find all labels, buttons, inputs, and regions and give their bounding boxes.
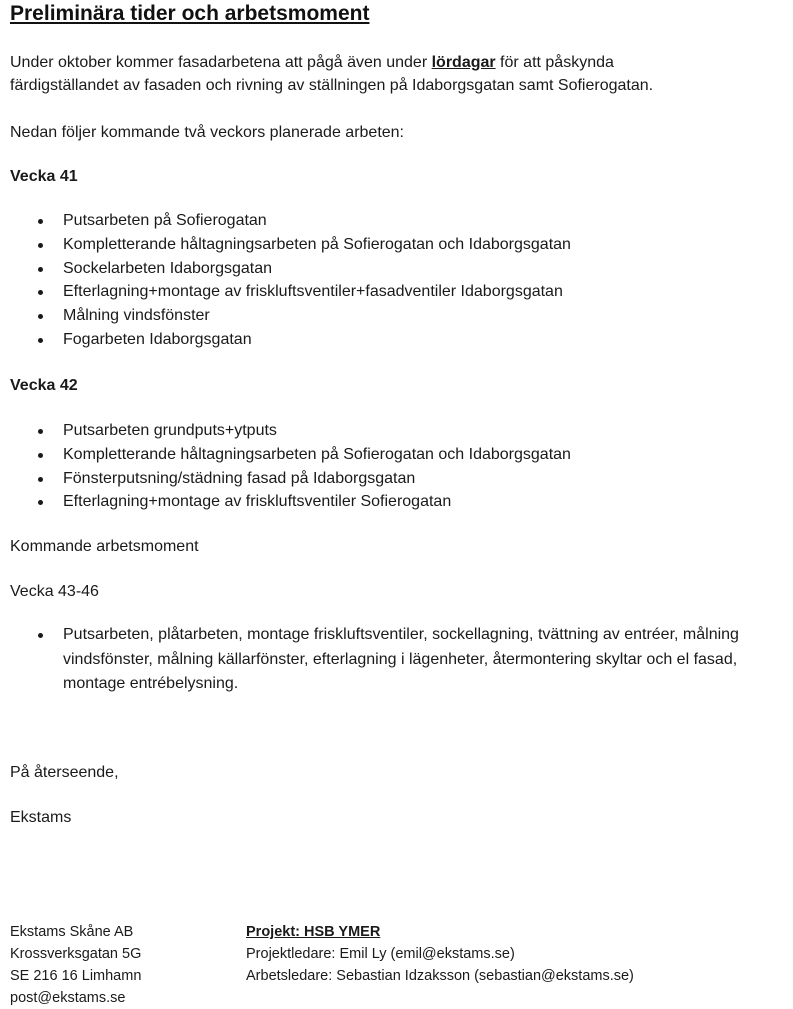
intro-emphasis-saturdays: lördagar xyxy=(431,54,496,71)
week-41-list xyxy=(10,209,571,352)
intro-paragraph xyxy=(10,51,653,97)
project-manager: Projektledare: Emil Ly (emil@ekstams.se) xyxy=(246,946,515,962)
closing-signature: Ekstams xyxy=(10,809,72,826)
intro-text-end: för att påskynda xyxy=(495,54,614,71)
company-address-block xyxy=(10,921,141,1009)
company-city: SE 216 16 Limhamn xyxy=(10,968,142,984)
project-info-block xyxy=(246,921,634,987)
list-item: Putsarbeten grundputs+ytputs xyxy=(10,419,571,443)
week-41-heading: Vecka 41 xyxy=(10,168,78,185)
upcoming-heading: Kommande arbetsmoment xyxy=(10,538,199,555)
site-supervisor: Arbetsledare: Sebastian Idzaksson (sebastian@ekstams.se) xyxy=(246,968,634,984)
company-street: Krossverksgatan 5G xyxy=(10,946,142,962)
list-item: Fönsterputsning/städning fasad på Idaborgsgatan xyxy=(10,467,571,491)
list-item: Putsarbeten, plåtarbeten, montage friskluftsventiler, sockellagning, tvättning av entréer, målning vindsfönster, målning källarfönster, efterlagning i lägenheter, återmontering skyltar och el fasad, montage entrébelysning. xyxy=(10,623,790,697)
list-item: Kompletterande håltagningsarbeten på Sofierogatan och Idaborgsgatan xyxy=(10,233,571,257)
list-item: Sockelarbeten Idaborgsgatan xyxy=(10,257,571,281)
week-42-heading: Vecka 42 xyxy=(10,377,78,394)
lead-paragraph: Nedan följer kommande två veckors planerade arbeten: xyxy=(10,124,404,141)
list-item: Målning vindsfönster xyxy=(10,304,571,328)
intro-text-start: Under oktober kommer fasadarbetena att pågå även under xyxy=(10,54,432,71)
company-name: Ekstams Skåne AB xyxy=(10,924,134,940)
company-email: post@ekstams.se xyxy=(10,990,126,1006)
intro-text-line2: färdigställandet av fasaden och rivning av ställningen på Idaborgsgatan samt Sofierogatan. xyxy=(10,77,654,94)
upcoming-list xyxy=(10,623,790,697)
list-item: Efterlagning+montage av friskluftsventiler Sofierogatan xyxy=(10,490,571,514)
document-title: Preliminära tider och arbetsmoment xyxy=(10,2,370,25)
list-item: Fogarbeten Idaborgsgatan xyxy=(10,328,571,352)
week-42-list xyxy=(10,419,571,514)
list-item: Efterlagning+montage av friskluftsventiler+fasadventiler Idaborgsgatan xyxy=(10,280,571,304)
project-label: Projekt: HSB YMER xyxy=(246,924,381,940)
closing-greeting: På återseende, xyxy=(10,764,119,781)
list-item: Putsarbeten på Sofierogatan xyxy=(10,209,571,233)
upcoming-period: Vecka 43-46 xyxy=(10,583,99,600)
list-item: Kompletterande håltagningsarbeten på Sofierogatan och Idaborgsgatan xyxy=(10,443,571,467)
